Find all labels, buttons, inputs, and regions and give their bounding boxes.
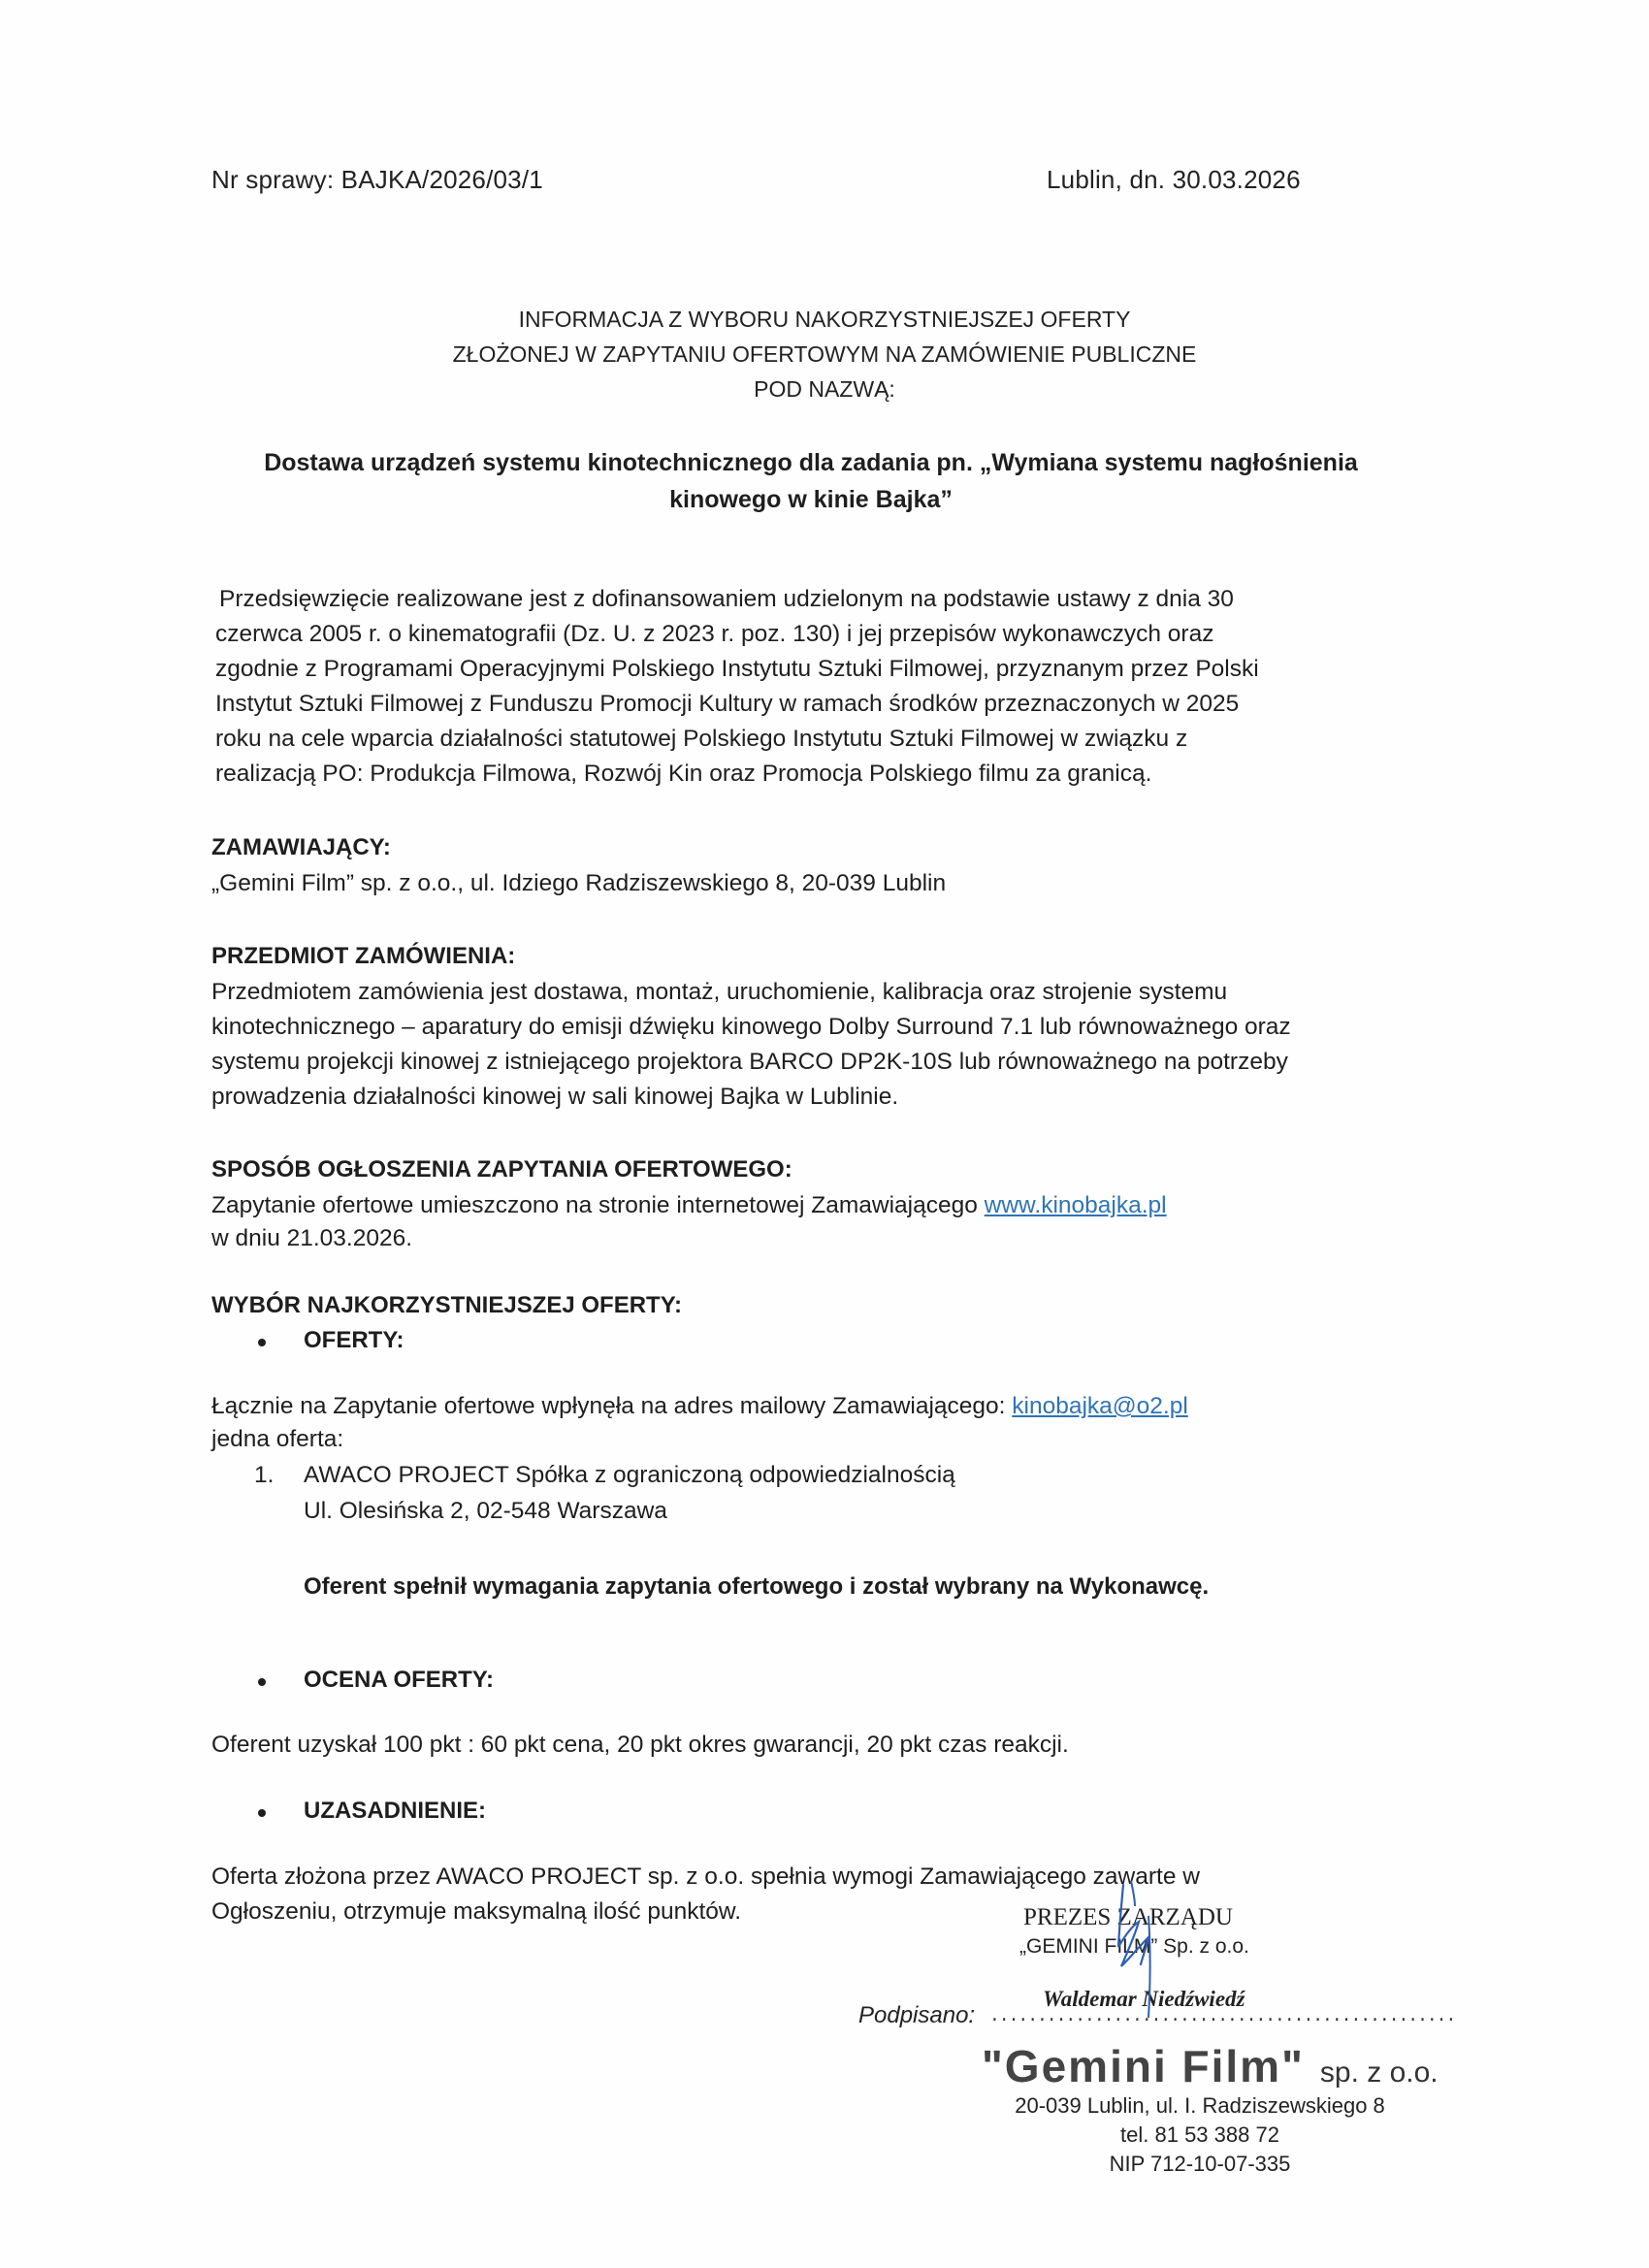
przedmiot-line: Przedmiotem zamówienia jest dostawa, montaż, uruchomienie, kalibracja oraz strojenie systemu <box>211 979 1228 1005</box>
oferty-text <box>211 1389 1188 1424</box>
sposob-text <box>211 1188 1167 1223</box>
bullet-icon <box>258 1339 266 1346</box>
intro-line: zgodnie z Programami Operacyjnymi Polskiego Instytutu Sztuki Filmowej, przyznanym przez Polski <box>215 656 1259 682</box>
offer-result: Oferent spełnił wymagania zapytania ofertowego i został wybrany na Wykonawcę. <box>304 1573 1210 1600</box>
oferty-text-before-link: Łącznie na Zapytanie ofertowe wpłynęła na adres mailowy Zamawiającego: <box>211 1393 1013 1419</box>
company-stamp-nip: NIP 712-10-07-335 <box>1109 2152 1291 2176</box>
intro-line: czerwca 2005 r. o kinematografii (Dz. U. z 2023 r. poz. 130) i jej przepisów wykonawczych oraz <box>215 621 1214 647</box>
email-link[interactable]: kinobajka@o2.pl <box>1012 1393 1188 1419</box>
uzasadnienie-line: Oferta złożona przez AWACO PROJECT sp. z o.o. spełnia wymogi Zamawiającego zawarte w <box>211 1863 1200 1890</box>
przedmiot-paragraph <box>211 975 1405 1115</box>
zamawiajacy-heading: ZAMAWIAJĄCY: <box>211 834 391 860</box>
subject-line-2: kinowego w kinie Bajka” <box>669 486 953 513</box>
company-stamp-address: 20-039 Lublin, ul. I. Radziszewskiego 8 <box>1015 2093 1385 2118</box>
subject-line-1: Dostawa urządzeń systemu kinotechnicznego dla zadania pn. „Wymiana systemu nagłośnienia <box>264 449 1358 476</box>
company-stamp-phone: tel. 81 53 388 72 <box>1120 2122 1279 2147</box>
sposob-text-before-link: Zapytanie ofertowe umieszczono na stronie internetowej Zamawiającego <box>211 1192 985 1218</box>
company-stamp-suffix: sp. z o.o. <box>1319 2057 1439 2089</box>
signature-dots: ................................................. <box>989 2007 1456 2026</box>
przedmiot-line: prowadzenia działalności kinowej w sali kinowej Bajka w Lublinie. <box>211 1084 899 1110</box>
oferty-count: jedna oferta: <box>211 1426 344 1452</box>
intro-line: Instytut Sztuki Filmowej z Funduszu Promocji Kultury w ramach środków przeznaczonych w 2025 <box>215 691 1240 717</box>
ocena-text: Oferent uzyskał 100 pkt : 60 pkt cena, 20 pkt okres gwarancji, 20 pkt czas reakcji. <box>211 1732 1069 1758</box>
title-line-1: INFORMACJA Z WYBORU NAKORZYSTNIEJSZEJ OFERTY <box>518 307 1131 332</box>
stamp-company: „GEMINI FILM” Sp. z o.o. <box>1019 1935 1249 1958</box>
website-link[interactable]: www.kinobajka.pl <box>984 1192 1167 1218</box>
sposob-heading: SPOSÓB OGŁOSZENIA ZAPYTANIA OFERTOWEGO: <box>211 1156 792 1183</box>
offer-name: AWACO PROJECT Spółka z ograniczoną odpowiedzialnością <box>304 1462 955 1488</box>
bullet-icon <box>258 1678 266 1686</box>
subject-title <box>0 444 1635 518</box>
przedmiot-line: kinotechnicznego – aparatury do emisji dźwięku kinowego Dolby Surround 7.1 lub równoważnego oraz <box>211 1014 1291 1040</box>
zamawiajacy-text: „Gemini Film” sp. z o.o., ul. Idziego Radziszewskiego 8, 20-039 Lublin <box>211 870 947 896</box>
przedmiot-heading: PRZEDMIOT ZAMÓWIENIA: <box>211 943 516 969</box>
company-stamp-name: "Gemini Film" <box>982 2041 1305 2091</box>
intro-line: roku na cele wparcia działalności statutowej Polskiego Instytutu Sztuki Filmowej w związku z <box>215 726 1188 752</box>
sposob-date: w dniu 21.03.2026. <box>211 1225 413 1251</box>
offer-number: 1. <box>254 1462 275 1488</box>
uzasadnienie-heading: UZASADNIENIE: <box>304 1798 487 1824</box>
title-line-3: POD NAZWĄ: <box>754 376 895 402</box>
signature-stroke <box>1148 1916 1150 2018</box>
intro-line: Przedsięwzięcie realizowane jest z dofinansowaniem udzielonym na podstawie ustawy z dnia 30 <box>219 586 1234 612</box>
document-title <box>0 302 1649 406</box>
case-number: Nr sprawy: BAJKA/2026/03/1 <box>211 165 543 194</box>
title-line-2: ZŁOŻONEJ W ZAPYTANIU OFERTOWYM NA ZAMÓWIENIE PUBLICZNE <box>452 341 1197 367</box>
intro-paragraph <box>215 582 1418 792</box>
intro-line: realizacją PO: Produkcja Filmowa, Rozwój Kin oraz Promocja Polskiego filmu za granicą. <box>215 761 1152 787</box>
stamp-title: PREZES ZARZĄDU <box>1023 1904 1233 1930</box>
offer-address: Ul. Olesińska 2, 02-548 Warszawa <box>304 1498 667 1524</box>
stamp-name: Waldemar Niedźwiedź <box>1043 1987 1245 2011</box>
oferty-heading: OFERTY: <box>304 1327 404 1353</box>
signature-stroke <box>1131 1881 1135 1906</box>
signed-label: Podpisano: <box>858 2002 976 2028</box>
place-date: Lublin, dn. 30.03.2026 <box>1047 165 1301 194</box>
uzasadnienie-line: Ogłoszeniu, otrzymuje maksymalną ilość punktów. <box>211 1898 742 1925</box>
bullet-icon <box>258 1809 266 1817</box>
przedmiot-line: systemu projekcji kinowej z istniejącego projektora BARCO DP2K-10S lub równoważnego na potrzeby <box>211 1049 1288 1075</box>
handwritten-signature <box>1077 1877 1183 2023</box>
company-stamp-name-row <box>982 2040 1439 2092</box>
wybor-heading: WYBÓR NAJKORZYSTNIEJSZEJ OFERTY: <box>211 1292 682 1318</box>
ocena-heading: OCENA OFERTY: <box>304 1667 494 1693</box>
